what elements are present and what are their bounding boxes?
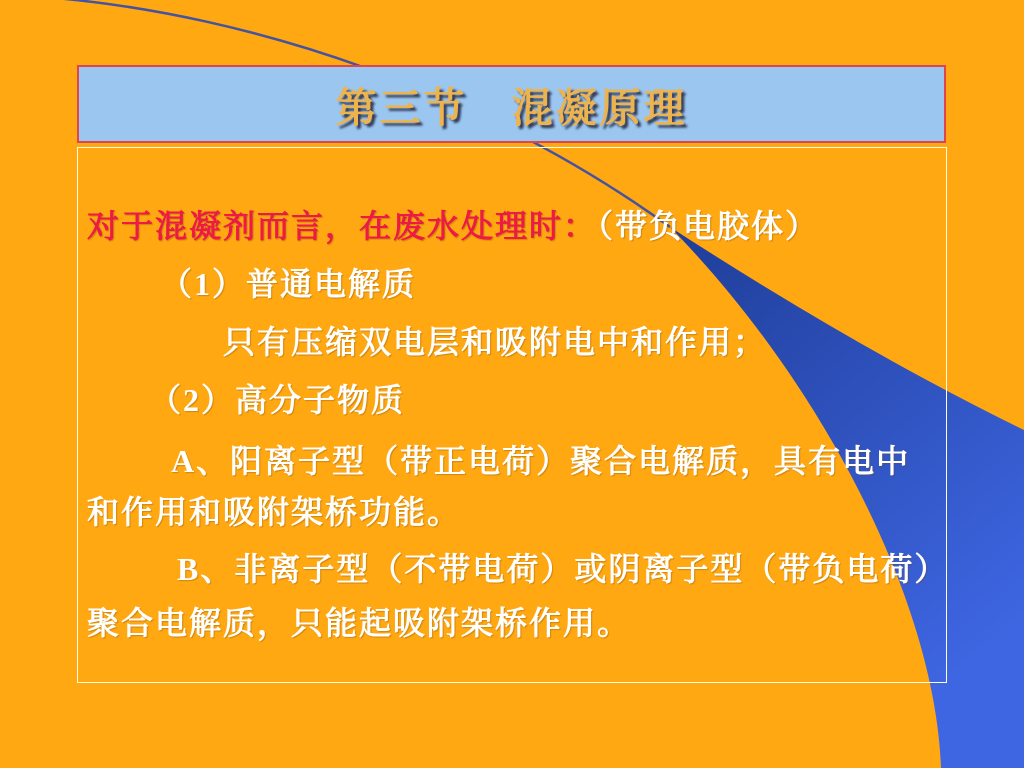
body-box: [77, 147, 947, 683]
body-text-segment: 只有压缩双电层和吸附电中和作用；: [223, 324, 768, 360]
body-text-line: [177, 549, 948, 589]
slide-title: 第三节 混凝原理: [335, 84, 688, 131]
title-box: [77, 65, 946, 143]
body-text-line: [87, 492, 461, 532]
body-text-segment: 聚合电解质，只能起吸附架桥作用。: [87, 605, 632, 641]
body-text-segment: （带负电胶体）: [597, 208, 820, 244]
body-text-segment: B、非离子型（不带电荷）或阴离子型（带负电荷）: [177, 551, 949, 587]
body-text-segment: 和作用和吸附架桥功能。: [87, 494, 462, 530]
body-text-line: [87, 603, 631, 643]
body-text-segment: A、阳离子型（带正电荷）聚合电解质，具有电中: [171, 443, 911, 479]
body-text-segment: 对于混凝剂而言，在废水处理时：: [87, 208, 598, 244]
body-text-segment: （1）普通电解质: [160, 266, 417, 302]
body-text-line: [171, 441, 910, 481]
body-text-line: [87, 206, 819, 246]
body-text-line: [223, 322, 767, 362]
body-text-line: [149, 380, 405, 420]
body-text-segment: （2）高分子物质: [149, 382, 406, 418]
body-text-line: [160, 264, 416, 304]
